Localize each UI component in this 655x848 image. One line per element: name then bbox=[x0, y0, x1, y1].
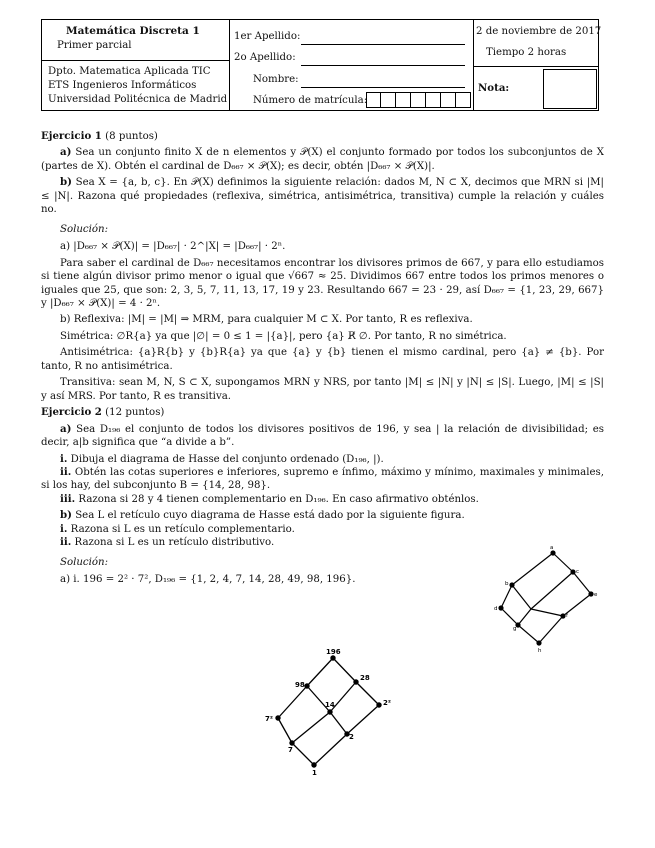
node-h bbox=[536, 640, 541, 645]
ex2-part-b-block bbox=[41, 509, 476, 586]
node-c bbox=[570, 569, 575, 574]
node-98 bbox=[304, 683, 309, 688]
ex1-sol-symmetric: Simétrica: ∅R{a} ya que |∅| = 0 ≤ 1 = |{a}|, pero {a} R̸ ∅. Por tanto, R no simétrica. bbox=[60, 330, 507, 342]
node-label: 7² bbox=[265, 715, 273, 723]
node-label: c bbox=[576, 569, 580, 575]
node-label: 28 bbox=[360, 674, 370, 682]
ex2-part-b-i: i. Razona si L es un retículo complementario. bbox=[60, 522, 295, 535]
node-f bbox=[560, 613, 565, 618]
node-label: 1 bbox=[312, 769, 317, 776]
node-label: 2² bbox=[383, 699, 391, 707]
node-label: h bbox=[538, 648, 542, 654]
exam-header bbox=[41, 19, 602, 111]
department: Dpto. Matematica Aplicada TIC bbox=[48, 66, 211, 77]
node-d bbox=[498, 605, 503, 610]
node-label: e bbox=[594, 592, 598, 598]
ex2-part-a-iii: iii. Razona si 28 y 4 tienen complementario en D₁₉₆. En caso afirmativo obténlos. bbox=[60, 492, 479, 505]
apellido1-field[interactable] bbox=[301, 44, 465, 45]
ex1-sol-reflexive: b) Reflexiva: |M| = |M| ⇒ MRM, para cualquier M ⊂ X. Por tanto, R es reflexiva. bbox=[60, 314, 473, 326]
nota-label: Nota: bbox=[478, 82, 510, 94]
nombre-field[interactable] bbox=[301, 87, 465, 88]
exam-time: Tiempo 2 horas bbox=[486, 47, 567, 58]
exercise-2-heading bbox=[41, 406, 604, 419]
node-label: 7 bbox=[288, 746, 293, 754]
ex2-part-a: a) Sea D₁₉₆ el conjunto de todos los divisores positivos de 196, y sea | la relación de divisibilidad; es decir, a|b significa que “a divide a b”. bbox=[41, 422, 604, 449]
ex1-sol-antisymmetric: Antisimétrica: {a}R{b} y {b}R{a} ya que {a} y {b} tienen el mismo cardinal, pero {a} ≠ {b}. Por tanto, R no antisimétrica. bbox=[41, 347, 604, 372]
ex1-sol-transitive: Transitiva: sean M, N, S ⊂ X, supongamos MRN y NRS, por tanto |M| ≤ |N| y |N| ≤ |S|. Luego, |M| ≤ |S| y así MRS. Por tanto, R es transitiva. bbox=[41, 377, 604, 402]
ex1-sol-a: a) |D₆₆₇ × 𝒫(X)| = |D₆₆₇| · 2^|X| = |D₆₆₇| · 2ⁿ. bbox=[60, 241, 286, 253]
node-a bbox=[550, 550, 555, 555]
nota-box[interactable] bbox=[543, 69, 597, 109]
node-14 bbox=[327, 709, 332, 714]
exam-type: Primer parcial bbox=[57, 40, 132, 51]
node-label: a bbox=[550, 545, 554, 551]
nombre-label: Nombre: bbox=[253, 74, 299, 85]
matricula-label: Número de matrícula: bbox=[253, 95, 368, 106]
ex2-part-b-ii: ii. Razona si L es un retículo distributivo. bbox=[60, 536, 275, 549]
exercise-title: Ejercicio 1 bbox=[41, 130, 102, 142]
node-196 bbox=[330, 655, 335, 660]
exercise-points: (12 puntos) bbox=[105, 407, 165, 419]
exercise-1-heading bbox=[41, 130, 604, 143]
node-1 bbox=[311, 762, 316, 767]
school: ETS Ingenieros Informáticos bbox=[48, 80, 197, 91]
node-49 bbox=[275, 715, 280, 720]
ex1-sol-a-detail: Para saber el cardinal de D₆₆₇ necesitamos encontrar los divisores primos de 667, y para ello estudiamos si tiene algún divisor primo menor o igual que √667 ≈ 25. Dividimos 667 entre todos los primos menores o iguales que 25, que son: 2, 3, 5, 7, 11, 13, 17, 19 y 23. Resultando 667 = 23 · 29, así D₆₆₇ = {1, 23, 29, 667} y |D₆₆₇ × 𝒫(X)| = 4 · 2ⁿ. bbox=[41, 257, 604, 309]
node-b bbox=[509, 582, 514, 587]
node-label: d bbox=[494, 606, 498, 612]
solution-label: Solución: bbox=[60, 223, 109, 235]
exercise-title: Ejercicio 2 bbox=[41, 406, 102, 419]
ex1-part-a: a) Sea un conjunto finito X de n elementos y 𝒫(X) el conjunto formado por todos los subconjuntos de X (partes de X). Obtén el cardinal de D₆₆₇ × 𝒫(X); es decir, obtén |D₆₆₇ × 𝒫(X)|. bbox=[41, 146, 604, 172]
node-4 bbox=[376, 702, 381, 707]
exam-date: 2 de noviembre de 2017 bbox=[476, 26, 602, 37]
ex1-part-b: b) Sea X = {a, b, c}. En 𝒫(X) definimos la siguiente relación: dados M, N ⊂ X, decimos que MRN si |M| ≤ |N|. Razona qué propiedades (reflexiva, simétrica, antisimétrica, transitiva) cumple la relación y cuáles no. bbox=[41, 176, 604, 216]
node-label: 2 bbox=[349, 733, 354, 741]
node-label: b bbox=[505, 581, 509, 587]
node-7 bbox=[289, 740, 294, 745]
node-label: 98 bbox=[295, 681, 305, 689]
exercise-points: (8 puntos) bbox=[105, 131, 158, 142]
header-divider bbox=[473, 66, 599, 67]
apellido2-label: 2o Apellido: bbox=[234, 52, 296, 63]
apellido2-field[interactable] bbox=[301, 65, 465, 66]
node-label: 196 bbox=[326, 648, 341, 656]
node-28 bbox=[353, 679, 358, 684]
header-divider bbox=[229, 20, 230, 110]
node-e bbox=[588, 591, 593, 596]
node-label: 14 bbox=[325, 701, 335, 709]
hasse-d196-diagram bbox=[255, 644, 395, 776]
ex2-part-a-i: i. Dibuja el diagrama de Hasse del conjunto ordenado (D₁₉₆, |). bbox=[60, 452, 384, 465]
course-title: Matemática Discreta 1 bbox=[66, 25, 200, 37]
node-label: f bbox=[566, 613, 568, 619]
header-divider bbox=[473, 20, 474, 110]
ex2-part-b: b) Sea L el retículo cuyo diagrama de Hasse está dado por la siguiente figura. bbox=[60, 509, 465, 522]
solution-label: Solución: bbox=[60, 556, 109, 568]
apellido1-label: 1er Apellido: bbox=[234, 31, 301, 42]
ex2-part-a-ii: ii. Obtén las cotas superiores e inferiores, supremo e ínfimo, máximo y mínimo, maximales y minimales, si los hay, del subconjunto B = {14, 28, 98}. bbox=[41, 465, 604, 492]
lattice-l-diagram bbox=[490, 545, 605, 655]
matricula-boxes[interactable] bbox=[366, 92, 471, 108]
ex2-sol-a: a) i. 196 = 2² · 7², D₁₉₆ = {1, 2, 4, 7, 14, 28, 49, 98, 196}. bbox=[60, 574, 356, 586]
exam-body bbox=[41, 130, 604, 590]
node-label: g bbox=[513, 626, 517, 632]
university: Universidad Politécnica de Madrid bbox=[48, 94, 228, 105]
header-divider bbox=[42, 60, 229, 61]
